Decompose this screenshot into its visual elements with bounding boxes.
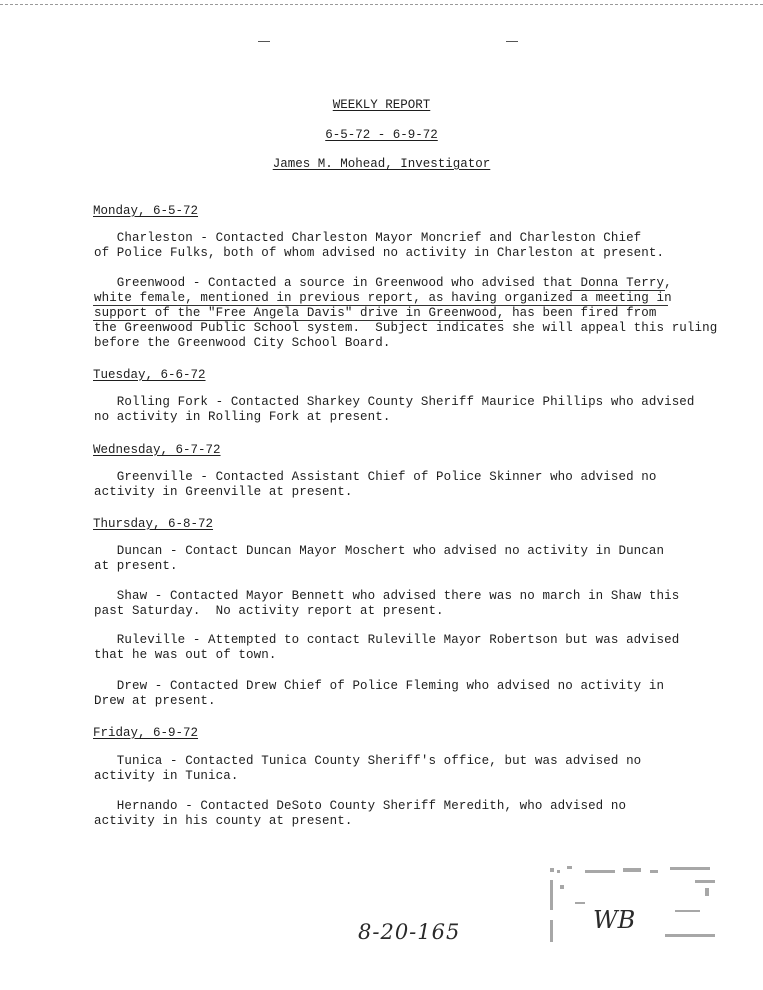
archive-stamp bbox=[545, 860, 720, 950]
report-title: WEEKLY REPORT bbox=[332, 98, 431, 112]
day-heading-wednesday: Wednesday, 6-7-72 bbox=[93, 443, 221, 457]
scan-mark bbox=[258, 41, 270, 42]
entry-greenville: Greenville - Contacted Assistant Chief of Police Skinner who advised no activity in Greenville at present. bbox=[94, 470, 657, 499]
handwritten-underline bbox=[93, 305, 668, 306]
handwritten-initials: WB bbox=[593, 906, 636, 934]
entry-charleston: Charleston - Contacted Charleston Mayor Moncrief and Charleston Chief of Police Fulks, both of whom advised no activity in Charleston at present. bbox=[94, 231, 665, 260]
scan-top-border bbox=[0, 4, 763, 5]
handwritten-file-number: 8-20-165 bbox=[358, 920, 461, 944]
entry-greenwood: Greenwood - Contacted a source in Greenwood who advised that Donna Terry, white female, mentioned in previous report, as having organized a meeting in support of the "Free Angela Davis" drive in Greenwood, has been fired from the Greenwood Public School system. Subject indicates she will appeal this ruling before the Greenwood City School Board. bbox=[94, 276, 718, 350]
day-heading-thursday: Thursday, 6-8-72 bbox=[93, 517, 214, 531]
handwritten-underline bbox=[93, 320, 503, 321]
report-dates: 6-5-72 - 6-9-72 bbox=[325, 128, 438, 142]
day-heading-friday: Friday, 6-9-72 bbox=[93, 726, 199, 740]
scan-mark bbox=[506, 41, 518, 42]
entry-rolling-fork: Rolling Fork - Contacted Sharkey County Sheriff Maurice Phillips who advised no activity in Rolling Fork at present. bbox=[94, 395, 695, 424]
entry-tunica: Tunica - Contacted Tunica County Sheriff's office, but was advised no activity in Tunica. bbox=[94, 754, 642, 783]
day-heading-tuesday: Tuesday, 6-6-72 bbox=[93, 368, 206, 382]
entry-hernando: Hernando - Contacted DeSoto County Sheriff Meredith, who advised no activity in his county at present. bbox=[94, 799, 627, 828]
handwritten-underline bbox=[570, 290, 665, 291]
day-heading-monday: Monday, 6-5-72 bbox=[93, 204, 199, 218]
entry-ruleville: Ruleville - Attempted to contact Ruleville Mayor Robertson but was advised that he was out of town. bbox=[94, 633, 680, 662]
entry-shaw: Shaw - Contacted Mayor Bennett who advised there was no march in Shaw this past Saturday. No activity report at present. bbox=[94, 589, 680, 618]
entry-duncan: Duncan - Contact Duncan Mayor Moschert who advised no activity in Duncan at present. bbox=[94, 544, 665, 573]
report-author: James M. Mohead, Investigator bbox=[272, 157, 491, 171]
entry-drew: Drew - Contacted Drew Chief of Police Fleming who advised no activity in Drew at present. bbox=[94, 679, 665, 708]
